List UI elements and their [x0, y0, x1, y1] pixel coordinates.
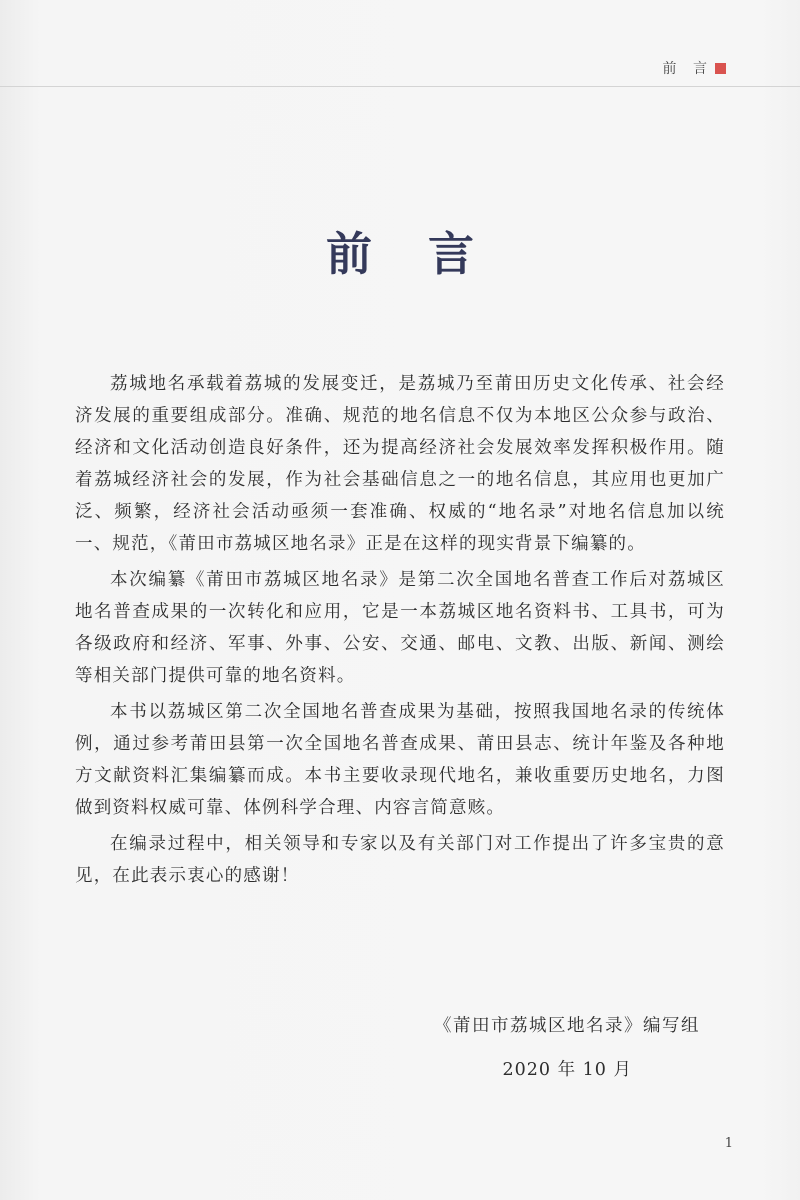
paragraph-4: 在编录过程中，相关领导和专家以及有关部门对工作提出了许多宝贵的意见，在此表示衷心的感谢！	[75, 834, 725, 886]
paragraph-1: 荔城地名承载着荔城的发展变迁，是荔城乃至莆田历史文化传承、社会经济发展的重要组成部分。准确、规范的地名信息不仅为本地区公众参与政治、经济和文化活动创造良好条件，还为提高经济社会发展效率发挥积极作用。随着荔城经济社会的发展，作为社会基础信息之一的地名信息，其应用也更加广泛、频繁，经济社会活动亟须一套准确、权威的“地名录”对地名信息加以统一、规范，《莆田市荔城区地名录》正是在这样的现实背景下编纂的。	[75, 374, 725, 554]
running-header	[663, 58, 726, 78]
signature: 《莆田市荔城区地名录》编写组	[434, 1016, 700, 1036]
red-square-icon	[715, 63, 726, 74]
running-header-title: 前 言	[662, 61, 713, 77]
paragraph-3: 本书以荔城区第二次全国地名普查成果为基础，按照我国地名录的传统体例，通过参考莆田县第一次全国地名普查成果、莆田县志、统计年鉴及各种地方文献资料汇集编纂而成。本书主要收录现代地名，兼收重要历史地名，力图做到资料权威可靠、体例科学合理、内容言简意赅。	[75, 702, 725, 818]
date: 2020 年 10 月	[502, 1060, 632, 1080]
preface-body	[75, 368, 725, 896]
page-title: 前言	[326, 227, 530, 281]
header-divider	[0, 86, 800, 87]
page-number: 1	[724, 1136, 733, 1151]
paragraph-2: 本次编纂《莆田市荔城区地名录》是第二次全国地名普查工作后对荔城区地名普查成果的一次转化和应用，它是一本荔城区地名资料书、工具书，可为各级政府和经济、军事、外事、公安、交通、邮电、文教、出版、新闻、测绘等相关部门提供可靠的地名资料。	[75, 570, 725, 686]
